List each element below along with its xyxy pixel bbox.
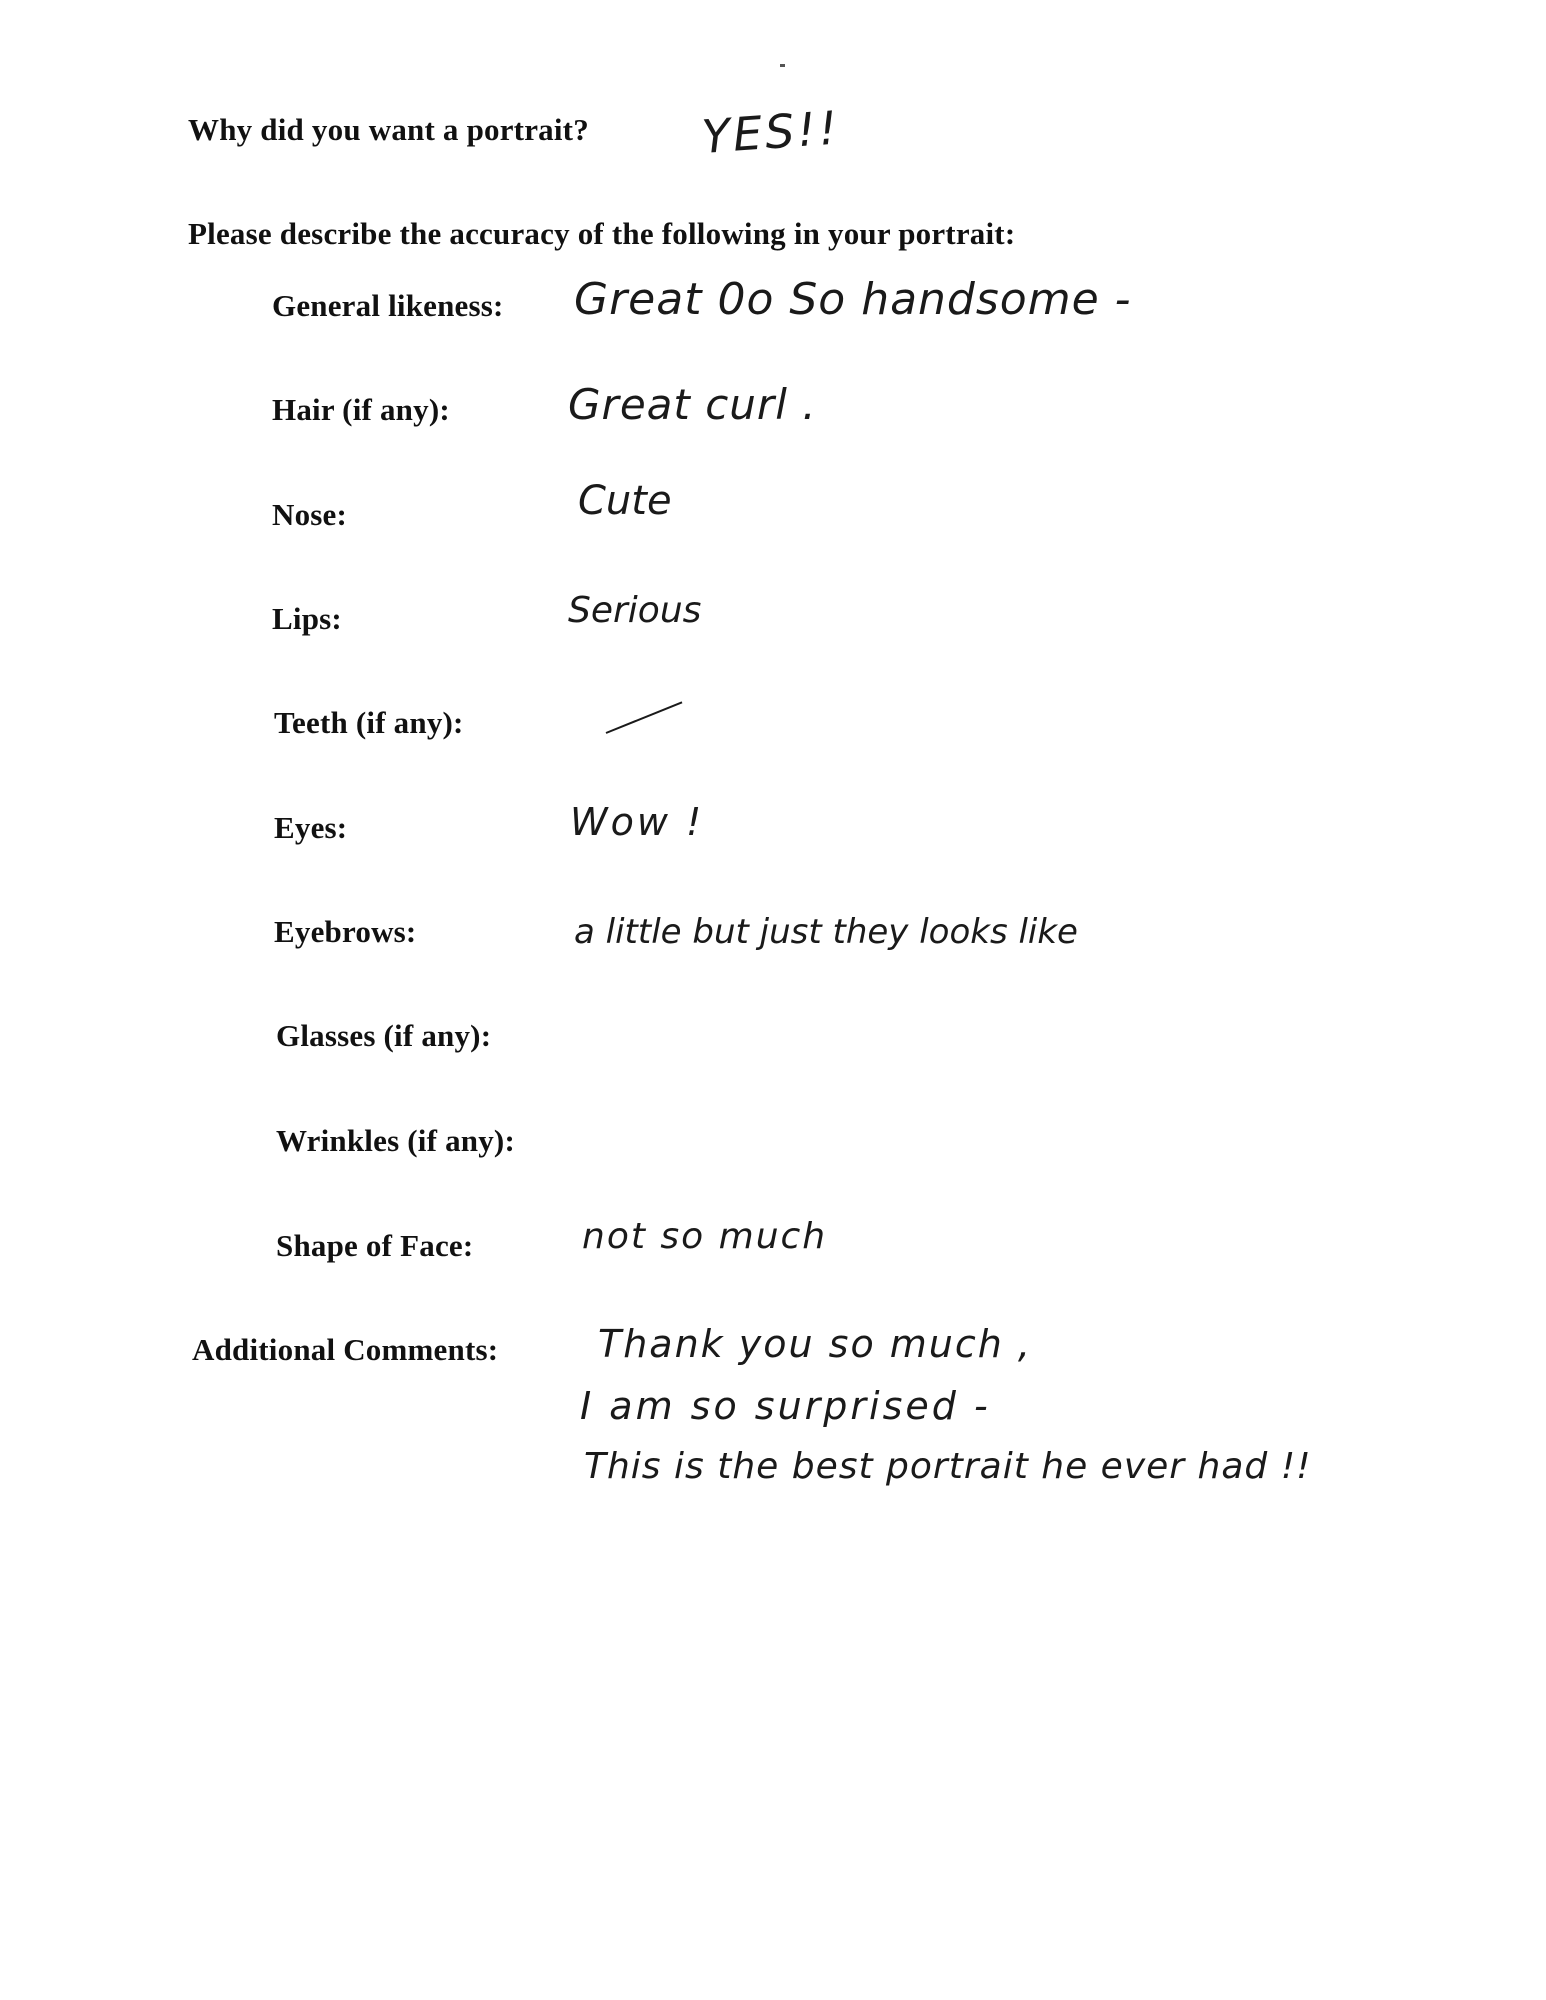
hair-answer: Great curl . — [568, 380, 817, 429]
why-portrait-question: Why did you want a portrait? — [188, 112, 589, 147]
lips-answer: Serious — [568, 590, 702, 631]
shape-of-face-answer: not so much — [582, 1216, 828, 1257]
accuracy-instruction: Please describe the accuracy of the following in your portrait: — [188, 216, 1016, 251]
teeth-label: Teeth (if any): — [274, 705, 464, 740]
general-likeness-answer: Great 0o So handsome - — [574, 274, 1132, 325]
lips-label: Lips: — [272, 601, 342, 636]
teeth-answer-dash — [606, 701, 683, 734]
comments-line-2: I am so surprised - — [580, 1384, 991, 1428]
eyes-answer: Wow ! — [570, 800, 705, 844]
eyebrows-label: Eyebrows: — [274, 914, 417, 949]
comments-line-3: This is the best portrait he ever had !! — [584, 1446, 1312, 1487]
eyebrows-answer: a little but just they looks like — [574, 912, 1078, 952]
shape-of-face-label: Shape of Face: — [276, 1228, 474, 1263]
glasses-label: Glasses (if any): — [276, 1018, 492, 1053]
comments-line-1: Thank you so much , — [598, 1322, 1033, 1366]
general-likeness-label: General likeness: — [272, 288, 504, 323]
scan-speck — [780, 64, 785, 67]
nose-answer: Cute — [578, 478, 672, 524]
wrinkles-label: Wrinkles (if any): — [276, 1123, 515, 1158]
nose-label: Nose: — [272, 497, 348, 532]
additional-comments-label: Additional Comments: — [192, 1332, 499, 1367]
hair-label: Hair (if any): — [272, 392, 450, 427]
eyes-label: Eyes: — [274, 810, 348, 845]
why-portrait-answer: YES!! — [700, 100, 842, 164]
